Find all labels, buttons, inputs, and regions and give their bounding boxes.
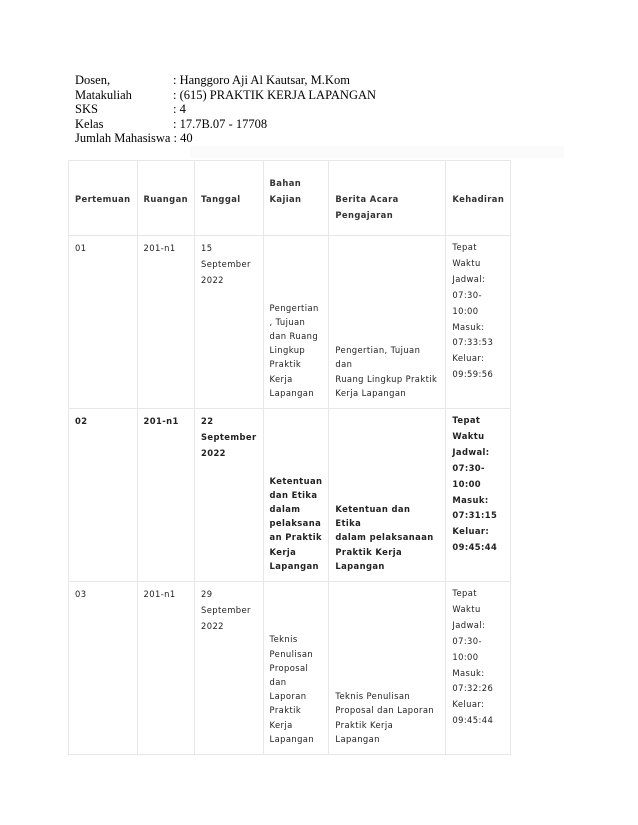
cell-bahan-kajian-line: Kerja bbox=[269, 546, 297, 557]
table-row bbox=[69, 582, 511, 755]
sks-label: SKS bbox=[75, 102, 98, 117]
table-header-row bbox=[69, 161, 511, 236]
cell-kehadiran-line: Jadwal: bbox=[452, 619, 486, 630]
cell-kehadiran-line: Waktu bbox=[452, 603, 481, 614]
header-ruangan: Ruangan bbox=[137, 161, 194, 236]
cell-berita-acara-line: Kerja Lapangan bbox=[335, 387, 407, 398]
course-header bbox=[75, 73, 376, 146]
kelas-row bbox=[75, 117, 376, 132]
cell-berita-acara-line: Teknis Penulisan bbox=[335, 691, 411, 702]
cell-bahan-kajian-line: Penulisan bbox=[269, 648, 314, 659]
cell-bahan-kajian-line: Ketentuan bbox=[269, 475, 323, 486]
kelas-label: Kelas bbox=[75, 116, 104, 131]
cell-bahan-kajian bbox=[263, 409, 329, 582]
cell-kehadiran bbox=[446, 582, 511, 755]
cell-bahan-kajian-line: Praktik bbox=[269, 359, 302, 370]
cell-tanggal-line: 2022 bbox=[200, 448, 226, 458]
cell-kehadiran-line: Jadwal: bbox=[452, 273, 486, 284]
cell-kehadiran-line: Tepat bbox=[452, 588, 477, 598]
cell-kehadiran-line: Waktu bbox=[452, 257, 481, 268]
jumlah-label: Jumlah Mahasiswa bbox=[75, 131, 171, 146]
cell-kehadiran-line: 09:45:44 bbox=[452, 715, 494, 726]
jumlah-value: : 40 bbox=[173, 131, 193, 146]
sks-value: : 4 bbox=[173, 102, 186, 117]
cell-bahan-kajian-line: dan Ruang bbox=[269, 330, 319, 341]
cell-bahan-kajian-line: Laporan bbox=[269, 691, 307, 702]
cell-tanggal bbox=[194, 236, 263, 409]
cell-tanggal bbox=[194, 582, 263, 755]
cell-bahan-kajian-line: , Tujuan bbox=[269, 316, 306, 327]
attendance-table bbox=[68, 160, 511, 755]
cell-tanggal-line: September bbox=[200, 432, 257, 442]
cell-ruangan: 201-n1 bbox=[137, 582, 194, 755]
cell-berita-acara bbox=[329, 582, 446, 755]
header-tanggal: Tanggal bbox=[194, 161, 263, 236]
cell-berita-acara-line: Pengertian, Tujuan dan bbox=[335, 345, 421, 370]
cell-kehadiran-line: 07:30- bbox=[452, 635, 482, 646]
cell-kehadiran-line: Waktu bbox=[452, 430, 485, 441]
cell-tanggal-line: September bbox=[200, 259, 251, 269]
cell-kehadiran-line: Masuk: bbox=[452, 321, 485, 332]
cell-pertemuan: 02 bbox=[69, 409, 138, 582]
cell-pertemuan: 03 bbox=[69, 582, 138, 755]
cell-bahan-kajian-line: Lapangan bbox=[269, 733, 315, 744]
cell-bahan-kajian-line: dan Etika bbox=[269, 489, 318, 500]
table-row bbox=[69, 409, 511, 582]
cell-kehadiran bbox=[446, 236, 511, 409]
cell-kehadiran-line: Jadwal: bbox=[452, 446, 490, 457]
cell-kehadiran-line: 07:30- bbox=[452, 462, 485, 473]
cell-berita-acara bbox=[329, 236, 446, 409]
cell-kehadiran-line: 10:00 bbox=[452, 651, 479, 662]
cell-tanggal bbox=[194, 409, 263, 582]
cell-berita-acara-line: dalam pelaksanaan bbox=[335, 532, 434, 543]
cell-kehadiran-line: Tepat bbox=[452, 415, 481, 425]
cell-berita-acara bbox=[329, 409, 446, 582]
dosen-row bbox=[75, 73, 376, 88]
cell-kehadiran-line: Masuk: bbox=[452, 494, 489, 505]
dosen-label: Dosen, bbox=[75, 73, 111, 87]
cell-bahan-kajian-line: Pengertian bbox=[269, 302, 319, 313]
cell-ruangan: 201-n1 bbox=[137, 409, 194, 582]
cell-kehadiran-line: Keluar: bbox=[452, 353, 485, 364]
cell-kehadiran-line: Tepat bbox=[452, 242, 477, 252]
cell-tanggal-line: 15 bbox=[200, 243, 213, 253]
cell-bahan-kajian-line: Teknis bbox=[269, 634, 298, 645]
header-band bbox=[190, 146, 564, 158]
dosen-value: : Hanggoro Aji Al Kautsar, M.Kom bbox=[173, 73, 350, 87]
cell-bahan-kajian-line: Kerja bbox=[269, 373, 293, 384]
cell-kehadiran-line: 10:00 bbox=[452, 478, 482, 489]
table-row bbox=[69, 236, 511, 409]
header-kehadiran: Kehadiran bbox=[446, 161, 511, 236]
header-berita-acara: Berita Acara Pengajaran bbox=[329, 161, 446, 236]
cell-tanggal-line: 2022 bbox=[200, 275, 224, 285]
cell-kehadiran bbox=[446, 409, 511, 582]
cell-kehadiran-line: 07:31:15 bbox=[452, 510, 498, 521]
cell-kehadiran-line: Keluar: bbox=[452, 526, 490, 537]
matakuliah-label: Matakuliah bbox=[75, 87, 132, 102]
cell-bahan-kajian-line: Kerja bbox=[269, 719, 293, 730]
cell-tanggal-line: 29 bbox=[200, 589, 213, 599]
cell-bahan-kajian bbox=[263, 582, 329, 755]
cell-tanggal-line: 2022 bbox=[200, 621, 224, 631]
cell-kehadiran-line: 09:45:44 bbox=[452, 542, 498, 553]
cell-berita-acara-line: Ruang Lingkup Praktik bbox=[335, 373, 438, 384]
cell-bahan-kajian-line: dalam bbox=[269, 503, 301, 514]
cell-pertemuan: 01 bbox=[69, 236, 138, 409]
jumlah-row bbox=[75, 131, 376, 146]
matakuliah-value: : (615) PRAKTIK KERJA LAPANGAN bbox=[173, 87, 377, 102]
matakuliah-row bbox=[75, 88, 376, 103]
cell-bahan-kajian-line: an Praktik bbox=[269, 532, 322, 543]
cell-kehadiran-line: Keluar: bbox=[452, 699, 485, 710]
sks-row bbox=[75, 102, 376, 117]
cell-bahan-kajian-line: Lapangan bbox=[269, 560, 319, 571]
cell-bahan-kajian-line: Proposal bbox=[269, 662, 309, 673]
cell-kehadiran-line: 10:00 bbox=[452, 305, 479, 316]
cell-berita-acara-line: Praktik Kerja Lapangan bbox=[335, 546, 403, 571]
kelas-value: : 17.7B.07 - 17708 bbox=[173, 116, 268, 131]
cell-ruangan: 201-n1 bbox=[137, 236, 194, 409]
cell-berita-acara-line: Proposal dan Laporan bbox=[335, 705, 435, 716]
cell-tanggal-line: September bbox=[200, 605, 251, 615]
cell-tanggal-line: 22 bbox=[200, 416, 214, 426]
cell-kehadiran-line: 07:32:26 bbox=[452, 683, 494, 694]
cell-berita-acara-line: Praktik Kerja Lapangan bbox=[335, 719, 394, 744]
cell-bahan-kajian-line: Lingkup bbox=[269, 345, 306, 356]
cell-bahan-kajian bbox=[263, 236, 329, 409]
cell-bahan-kajian-line: Lapangan bbox=[269, 387, 315, 398]
cell-bahan-kajian-line: dan bbox=[269, 676, 287, 687]
cell-berita-acara-line: Ketentuan dan Etika bbox=[335, 503, 411, 529]
header-pertemuan: Pertemuan bbox=[69, 161, 138, 236]
cell-bahan-kajian-line: pelaksana bbox=[269, 518, 322, 529]
cell-kehadiran-line: 07:30- bbox=[452, 289, 482, 300]
cell-kehadiran-line: Masuk: bbox=[452, 667, 485, 678]
cell-kehadiran-line: 09:59:56 bbox=[452, 369, 494, 380]
cell-kehadiran-line: 07:33:53 bbox=[452, 337, 494, 348]
cell-bahan-kajian-line: Praktik bbox=[269, 705, 302, 716]
header-bahan-kajian: Bahan Kajian bbox=[263, 161, 329, 236]
